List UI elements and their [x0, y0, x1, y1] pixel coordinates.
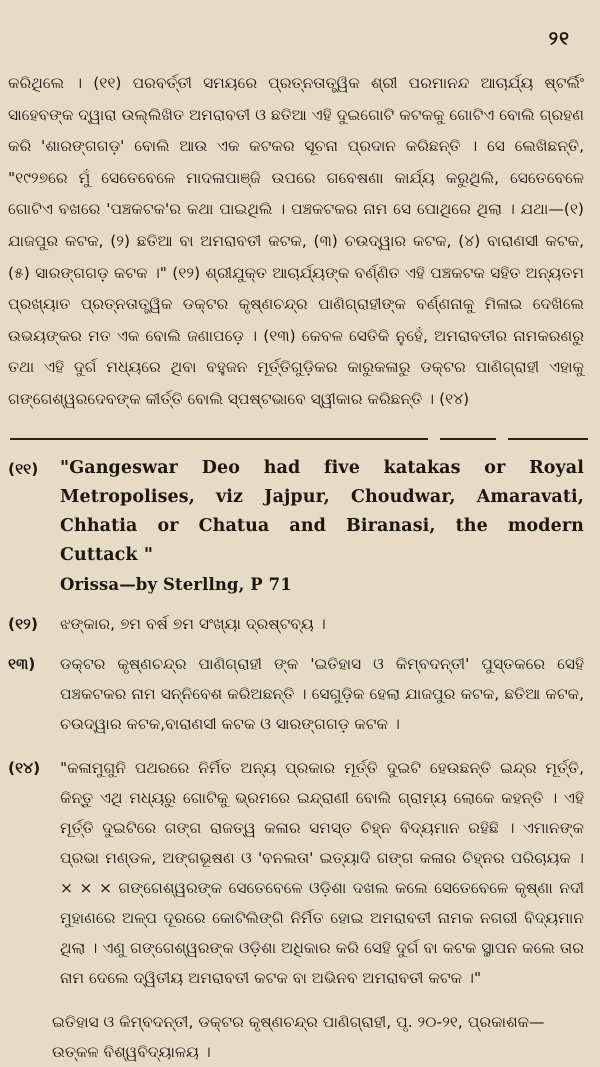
- body-paragraph: କରିଥିଲେ । (୧୧) ପରବର୍ତ୍ତୀ ସମୟରେ ପ୍ରତ୍ନତାତ୍ତ୍ୱିକ ଶ୍ରୀ ପରମାନନ୍ଦ ଆଚାର୍ଯ୍ୟ ଷ୍ଟର୍ଲିଂ ସାହେବଙ୍କ ଦ୍ୱାରା ଉଲ୍ଲିଖିତ ଅମରାବତୀ ଓ ଛତିଆ ଏହି ଦୁଇଗୋଟି କଟକକୁ ଗୋଟିଏ ବୋଲି ଗ୍ରହଣ କରି 'ଶାରଙ୍ଗଗଡ଼' ବୋଲି ଆଉ ଏକ କଟକର ସୂଚନା ପ୍ରଦାନ କରିଛନ୍ତି । ସେ ଲେଖିଛନ୍ତି, "୧୯୨୭ରେ ମୁଁ ସେତେବେଳେ ମାଦଳାପାଞ୍ଜି ଉପରେ ଗବେଷଣା କାର୍ଯ୍ୟ କରୁଥିଲି, ସେତେବେଳେ ଗୋଟିଏ ବଖରେ 'ପଞ୍ଚକଟକ'ର କଥା ପାଇଥିଲି । ପଞ୍ଚକଟକର ନାମ ସେ ପୋଥିରେ ଥିଲା । ଯଥା—(୧) ଯାଜପୁର କଟକ, (୨) ଛତିଆ ବା ଅମରାବତୀ କଟକ, (୩) ଚଉଦ୍ୱାର କଟକ, (୪) ବାରାଣସୀ କଟକ, (୫) ସାରଙ୍ଗଗଡ଼ କଟକ ।" (୧୨) ଶ୍ରୀଯୁକ୍ତ ଆଚାର୍ଯ୍ୟଙ୍କ ବର୍ଣ୍ଣିତ ଏହି ପଞ୍ଚକଟକ ସହିତ ଅନ୍ୟତମ ପ୍ରଖ୍ୟାତ ପ୍ରତ୍ନତାତ୍ତ୍ୱିକ ଡକ୍ଟର କୃଷ୍ଣଚନ୍ଦ୍ର ପାଣିଗ୍ରାହୀଙ୍କ ବର୍ଣ୍ଣନାକୁ ମିଳାଇ ଦେଖିଲେ ଉଭୟଙ୍କର ମତ ଏକ ବୋଲି ଜଣାପଡ଼େ । (୧୩) କେବଳ ସେତିକି ନୁହେଁ, ଅମରାବତୀର ନାମକରଣରୁ ତଥା ଏହି ଦୁର୍ଗ ମଧ୍ୟରେ ଥିବା ବହୁଜନ ମୂର୍ତ୍ତିଗୁଡ଼ିକର କାରୁକଳାରୁ ଡକ୍ଟର ପାଣିଗ୍ରାହୀ ଏହାକୁ ଗଙ୍ଗେଶ୍ୱରଦେବଙ୍କ କୀର୍ତ୍ତି ବୋଲି ସ୍ପଷ୍ଟଭାବେ ସ୍ୱୀକାର କରିଛନ୍ତି । (୧୪): [8, 74, 589, 408]
- footnote-11: [8, 454, 584, 599]
- footnote-source: ଇତିହାସ ଓ କିମ୍ବଦନ୍ତୀ, ଡକ୍ଟର କୃଷ୍ଣଚନ୍ଦ୍ର ପାଣିଗ୍ରାହୀ, ପୃ. ୨୦-୨୧, ପ୍ରକାଶକ—ଉତ୍କଳ ବିଶ୍ୱବିଦ୍ୟାଳୟ ।: [52, 1012, 545, 1061]
- footnote-marker: (୧୧): [8, 459, 39, 478]
- footnote-text: ଝଙ୍କାର, ୭ମ ବର୍ଷ ୭ମ ସଂଖ୍ୟା ଦ୍ରଷ୍ଟବ୍ୟ ।: [60, 614, 326, 633]
- footnote-marker: (୧୪): [8, 758, 41, 777]
- footnote-13: [8, 649, 584, 739]
- footnote-14: [8, 753, 584, 993]
- footnote-text: ଡକ୍ଟର କୃଷ୍ଣଚନ୍ଦ୍ର ପାଣିଗ୍ରାହୀ ଙ୍କ 'ଇତିହାସ ଓ କିମ୍ବଦନ୍ତୀ' ପୁସ୍ତକରେ ସେହି ପଞ୍ଚକଟକର ନାମ ସନ୍ନିବେଶ କରିଅଛନ୍ତି । ସେଗୁଡ଼ିକ ହେଲା ଯାଜପୁର କଟକ, ଛତିଆ କଟକ, ଚଉଦ୍ୱାର କଟକ,ବାରାଣସୀ କଟକ ଓ ସାରଙ୍ଗଗଡ଼ କଟକ ।: [60, 654, 584, 733]
- footnote-text: "କଳାମୁଗୁନି ପଥରରେ ନିର୍ମିତ ଅନ୍ୟ ପ୍ରକାର ମୂର୍ତ୍ତି ଦୁଇଟି ହେଉଛନ୍ତି ଇନ୍ଦ୍ର ମୂର୍ତ୍ତି, କିନ୍ତୁ ଏଥି ମଧ୍ୟରୁ ଗୋଟିକୁ ଭ୍ରମରେ ଇନ୍ଦ୍ରାଣୀ ବୋଲି ଗ୍ରାମ୍ୟ ଲୋକେ କହନ୍ତି । ଏହି ମୂର୍ତ୍ତି ଦୁଇଟିରେ ଗଙ୍ଗ ରାଜତ୍ୱ କଳାର ସମସ୍ତ ଚିହ୍ନ ବିଦ୍ୟମାନ ରହିଛି । ଏମାନଙ୍କ ପ୍ରଭା ମଣ୍ଡଳ, ଅଙ୍ଗଭୂଷଣ ଓ 'ବନଲତା' ଇତ୍ୟାଦି ଗଙ୍ଗ କଳାର ଚିହ୍ନର ପରିଚାୟକ । × × × ଗଙ୍ଗେଶ୍ୱରଙ୍କ ସେତେବେଳେ ଓଡ଼ିଶା ଦଖଲ କଲେ ସେତେବେଳେ କୃଷ୍ଣା ନଦୀ ମୁହାଣରେ ଅଳ୍ପ ଦୂରରେ କୋଟିଲିଙ୍ଗି ନିର୍ମିତ ହୋଇ ଅମରାବତୀ ନାମକ ନଗରୀ ବିଦ୍ୟମାନ ଥିଲା । ଏଣୁ ଗଙ୍ଗେଶ୍ୱରଙ୍କ ଓଡ଼ିଶା ଅଧିକାର କରି ସେହି ଦୁର୍ଗ ବା କଟକ ସ୍ଥାପନ କଲେ ତାର ନାମ ଦେଲେ ଦ୍ୱିତୀୟ ଅମରାବତୀ କଟକ ବା ଅଭିନବ ଅମରାବତୀ କଟକ ।": [60, 758, 584, 987]
- footnote-quote-english: "Gangeswar Deo had five katakas or Royal Metropolises, viz Jajpur, Choudwar, Amaravati, Chhatia or Chatua and Biranasi, the modern Cuttack ": [60, 457, 584, 565]
- footnotes: [8, 454, 584, 1067]
- footnote-citation: Orissa—by Sterllng, P 71: [60, 574, 292, 594]
- footnote-marker: ୧୩): [8, 654, 36, 673]
- footnote-12: [8, 609, 584, 639]
- footnote-separator: [8, 438, 584, 440]
- page-number: ୨୧: [548, 28, 570, 50]
- footnote-marker: (୧୨): [8, 614, 38, 633]
